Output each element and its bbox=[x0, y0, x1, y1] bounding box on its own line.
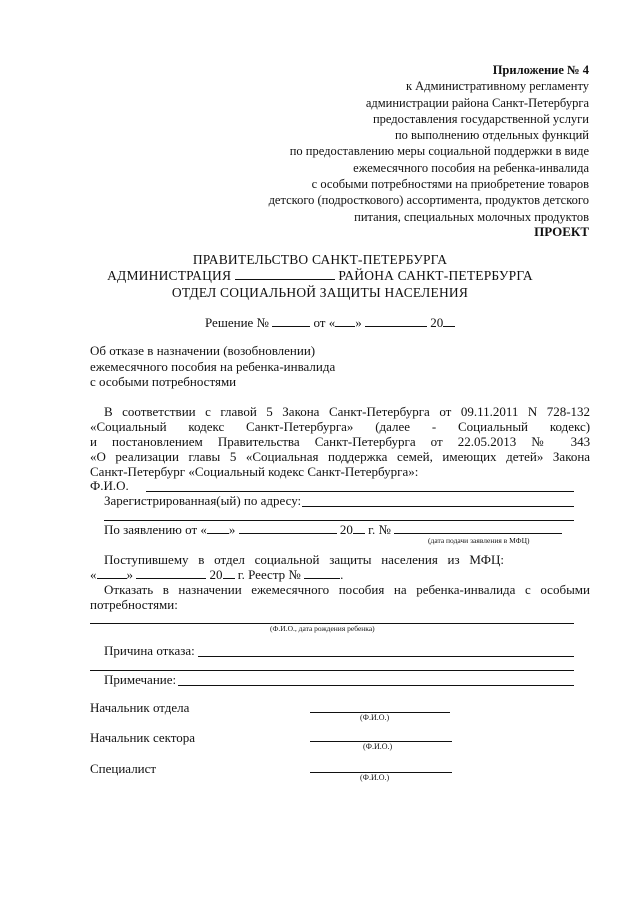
application-day-field[interactable] bbox=[207, 522, 229, 534]
received-line2: « » 20 г. Реестр № . bbox=[90, 567, 344, 582]
appendix-line: питания, специальных молочных продуктов bbox=[354, 209, 589, 224]
appendix-block bbox=[269, 62, 589, 225]
appendix-line: к Административному регламенту bbox=[405, 79, 589, 94]
decision-number-field[interactable] bbox=[272, 315, 310, 327]
refuse-line2: потребностями: bbox=[90, 597, 178, 612]
fio-field[interactable] bbox=[146, 491, 574, 492]
paragraph1-line5: Санкт-Петербург «Социальный кодекс Санкт-Петербурга»: bbox=[90, 464, 419, 479]
received-line1: Поступившему в отдел социальной защиты населения из МФЦ: bbox=[104, 552, 504, 567]
application-caption: (дата подачи заявления в МФЦ) bbox=[428, 536, 530, 545]
note-field[interactable] bbox=[178, 685, 574, 686]
decision-day-field[interactable] bbox=[335, 315, 355, 327]
appendix-line: ежемесячного пособия на ребенка-инвалида bbox=[353, 160, 589, 175]
appendix-title: Приложение № 4 bbox=[492, 63, 589, 77]
header-administration-right: РАЙОНА САНКТ-ПЕТЕРБУРГА bbox=[338, 268, 533, 283]
subject-line: ежемесячного пособия на ребенка-инвалида bbox=[90, 358, 336, 374]
refuse-line1: Отказать в назначении ежемесячного пособия на ребенка-инвалида с особыми bbox=[104, 582, 590, 597]
appendix-line: детского (подросткового) ассортимента, продуктов детского bbox=[268, 193, 589, 208]
appendix-line: с особыми потребностями на приобретение товаров bbox=[311, 177, 589, 192]
signature-caption-sector-head: (Ф.И.О.) bbox=[363, 742, 393, 751]
decision-label: Решение № bbox=[205, 315, 269, 330]
signature-caption-dept-head: (Ф.И.О.) bbox=[360, 713, 390, 722]
appendix-line: предоставления государственной услуги bbox=[372, 111, 589, 126]
paragraph1-line1: В соответствии с главой 5 Закона Санкт-Петербурга от 09.11.2011 N 728-132 bbox=[104, 404, 591, 419]
paragraph1-line4: «О реализации главы 5 «Социальная поддержка семей, имеющих детей» Закона bbox=[90, 449, 591, 464]
reason-field-line2[interactable] bbox=[90, 670, 574, 671]
header-government: ПРАВИТЕЛЬСТВО САНКТ-ПЕТЕРБУРГА bbox=[192, 252, 448, 267]
application-quote-close: » bbox=[228, 522, 236, 537]
signature-caption-specialist: (Ф.И.О.) bbox=[360, 773, 390, 782]
application-year: 20 bbox=[339, 522, 353, 537]
appendix-line: по предоставлению меры социальной поддержки в виде bbox=[289, 144, 589, 159]
reason-label: Причина отказа: bbox=[104, 643, 195, 658]
paragraph1-line3: и постановлением Правительства Санкт-Петербурга от 22.05.2013 № 343 bbox=[90, 434, 591, 449]
decision-month-field[interactable] bbox=[365, 315, 427, 327]
appendix-line: по выполнению отдельных функций bbox=[394, 128, 589, 143]
reason-field[interactable] bbox=[198, 656, 574, 657]
application-number-field[interactable] bbox=[394, 522, 562, 534]
decision-from: от « bbox=[313, 315, 336, 330]
header-administration bbox=[0, 268, 640, 284]
application-year-field[interactable] bbox=[353, 522, 365, 534]
appendix-line: администрации района Санкт-Петербурга bbox=[365, 95, 589, 110]
registry-label: Реестр № bbox=[248, 567, 301, 582]
decision-quote-close: » bbox=[355, 315, 362, 330]
decision-year: 20 bbox=[430, 315, 444, 330]
header-administration-left: АДМИНИСТРАЦИЯ bbox=[107, 268, 232, 283]
registry-number-field[interactable] bbox=[304, 567, 340, 579]
note-label: Примечание: bbox=[104, 672, 177, 687]
decision-line bbox=[205, 315, 455, 331]
application-label: По заявлению от « bbox=[104, 522, 207, 537]
subject-line: Об отказе в назначении (возобновлении) bbox=[90, 343, 316, 358]
header-department: ОТДЕЛ СОЦИАЛЬНОЙ ЗАЩИТЫ НАСЕЛЕНИЯ bbox=[171, 285, 469, 300]
district-name-field[interactable] bbox=[235, 268, 335, 280]
received-year-field[interactable] bbox=[223, 567, 235, 579]
decision-year-field[interactable] bbox=[443, 315, 455, 327]
registered-address-label: Зарегистрированная(ый) по адресу: bbox=[104, 493, 302, 508]
application-month-field[interactable] bbox=[239, 522, 337, 534]
received-month-field[interactable] bbox=[136, 567, 206, 579]
subject-block bbox=[90, 343, 335, 390]
project-label: ПРОЕКТ bbox=[534, 224, 589, 239]
received-day-field[interactable] bbox=[97, 567, 127, 579]
subject-line: с особыми потребностями bbox=[90, 374, 237, 389]
child-fio-caption: (Ф.И.О., дата рождения ребенка) bbox=[270, 624, 375, 633]
fio-label: Ф.И.О. bbox=[90, 478, 129, 493]
registered-address-field-line2[interactable] bbox=[104, 520, 574, 521]
registered-address-field[interactable] bbox=[302, 506, 574, 507]
signature-role-sector-head: Начальник сектора bbox=[90, 730, 196, 745]
signature-role-dept-head: Начальник отдела bbox=[90, 700, 190, 715]
application-number-label: г. № bbox=[368, 522, 391, 537]
signature-role-specialist: Специалист bbox=[90, 761, 157, 776]
paragraph1-line2: «Социальный кодекс Санкт-Петербурга» (далее - Социальный кодекс) bbox=[90, 419, 591, 434]
